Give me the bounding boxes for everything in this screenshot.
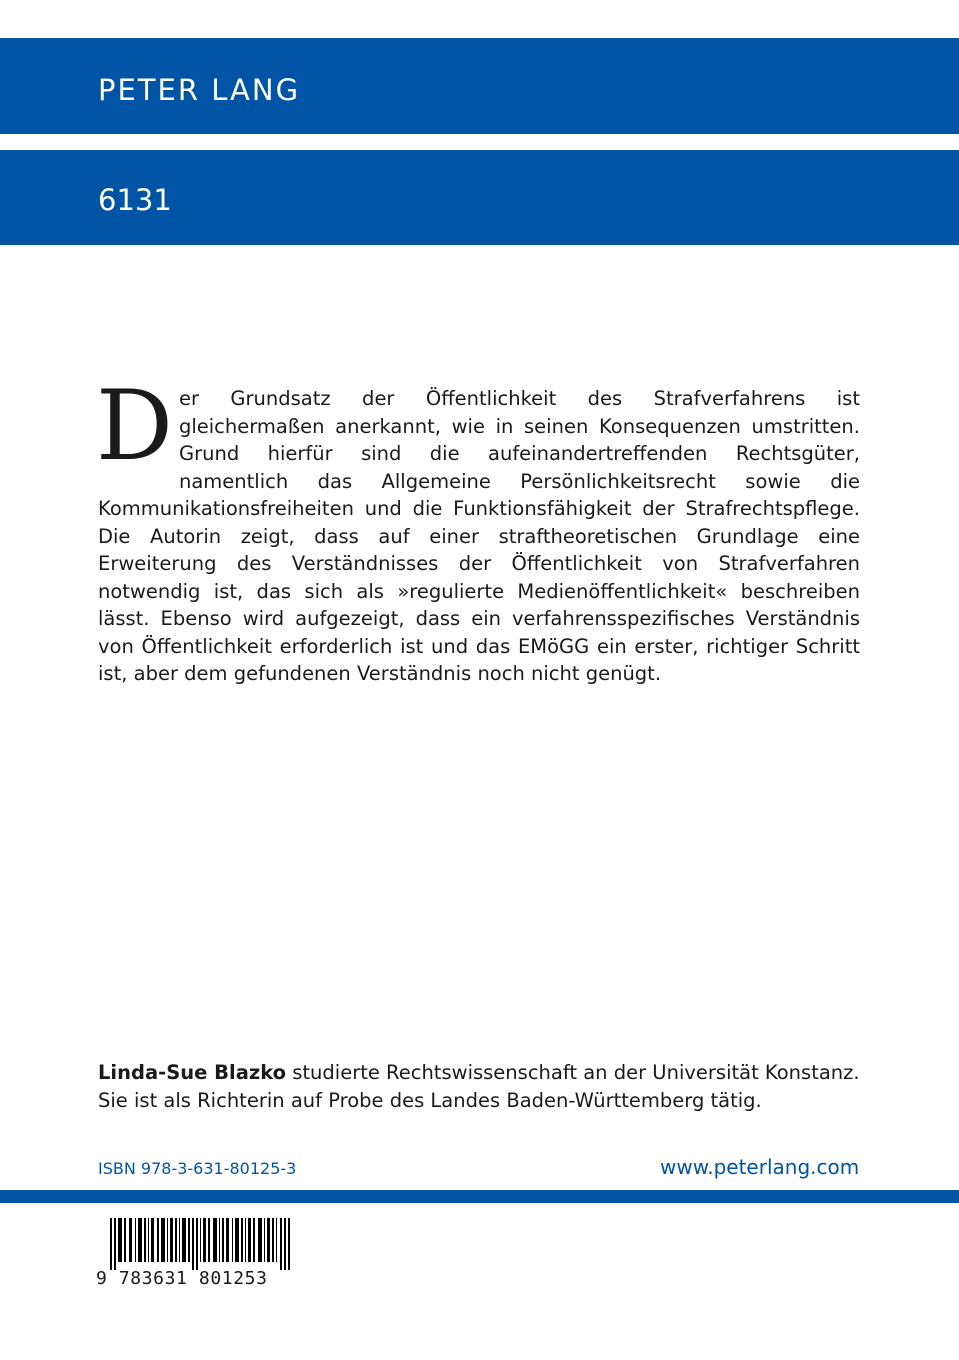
author-bio-text: studierte Rechtswissenschaft an der Universität Konstanz. Sie ist als Richterin auf Probe des Landes Baden-Württemberg tätig.	[98, 1061, 860, 1112]
footer-rule	[0, 1190, 959, 1203]
drop-cap: D	[96, 370, 173, 482]
barcode-icon	[110, 1218, 294, 1270]
series-banner	[0, 150, 959, 245]
author-name: Linda-Sue Blazko	[98, 1061, 287, 1084]
barcode-digits: 9 783631 801253	[96, 1268, 268, 1289]
isbn-number: ISBN 978-3-631-80125-3	[98, 1159, 297, 1178]
publisher-name: PETER LANG	[98, 73, 301, 107]
publisher-website-link[interactable]: www.peterlang.com	[660, 1155, 860, 1179]
publisher-banner	[0, 38, 959, 134]
series-number: 6131	[98, 183, 172, 217]
author-bio	[98, 1059, 868, 1115]
description-text: er Grundsatz der Öffentlichkeit des Strafverfahrens ist gleichermaßen anerkannt, wie in seinen Konsequenzen umstritten. Grund hierfür sind die aufeinandertreffenden Rechtsgüter, namentlich das Allgemeine Persönlichkeitsrecht sowie die Kommunikationsfreiheiten und die Funktionsfähigkeit der Strafrechtspflege. Die Autorin zeigt, dass auf einer straftheoretischen Grundlage eine Erweiterung des Verständnisses der Öffentlichkeit von Strafverfahren notwendig ist, das sich als »regulierte Medienöffentlichkeit« beschreiben lässt. Ebenso wird aufgezeigt, dass ein verfahrensspezifisches Verständnis von Öffentlichkeit erforderlich ist und das EMöGG ein erster, richtiger Schritt ist, aber dem gefundenen Verständnis noch nicht genügt.	[98, 387, 860, 685]
book-description	[96, 370, 860, 688]
